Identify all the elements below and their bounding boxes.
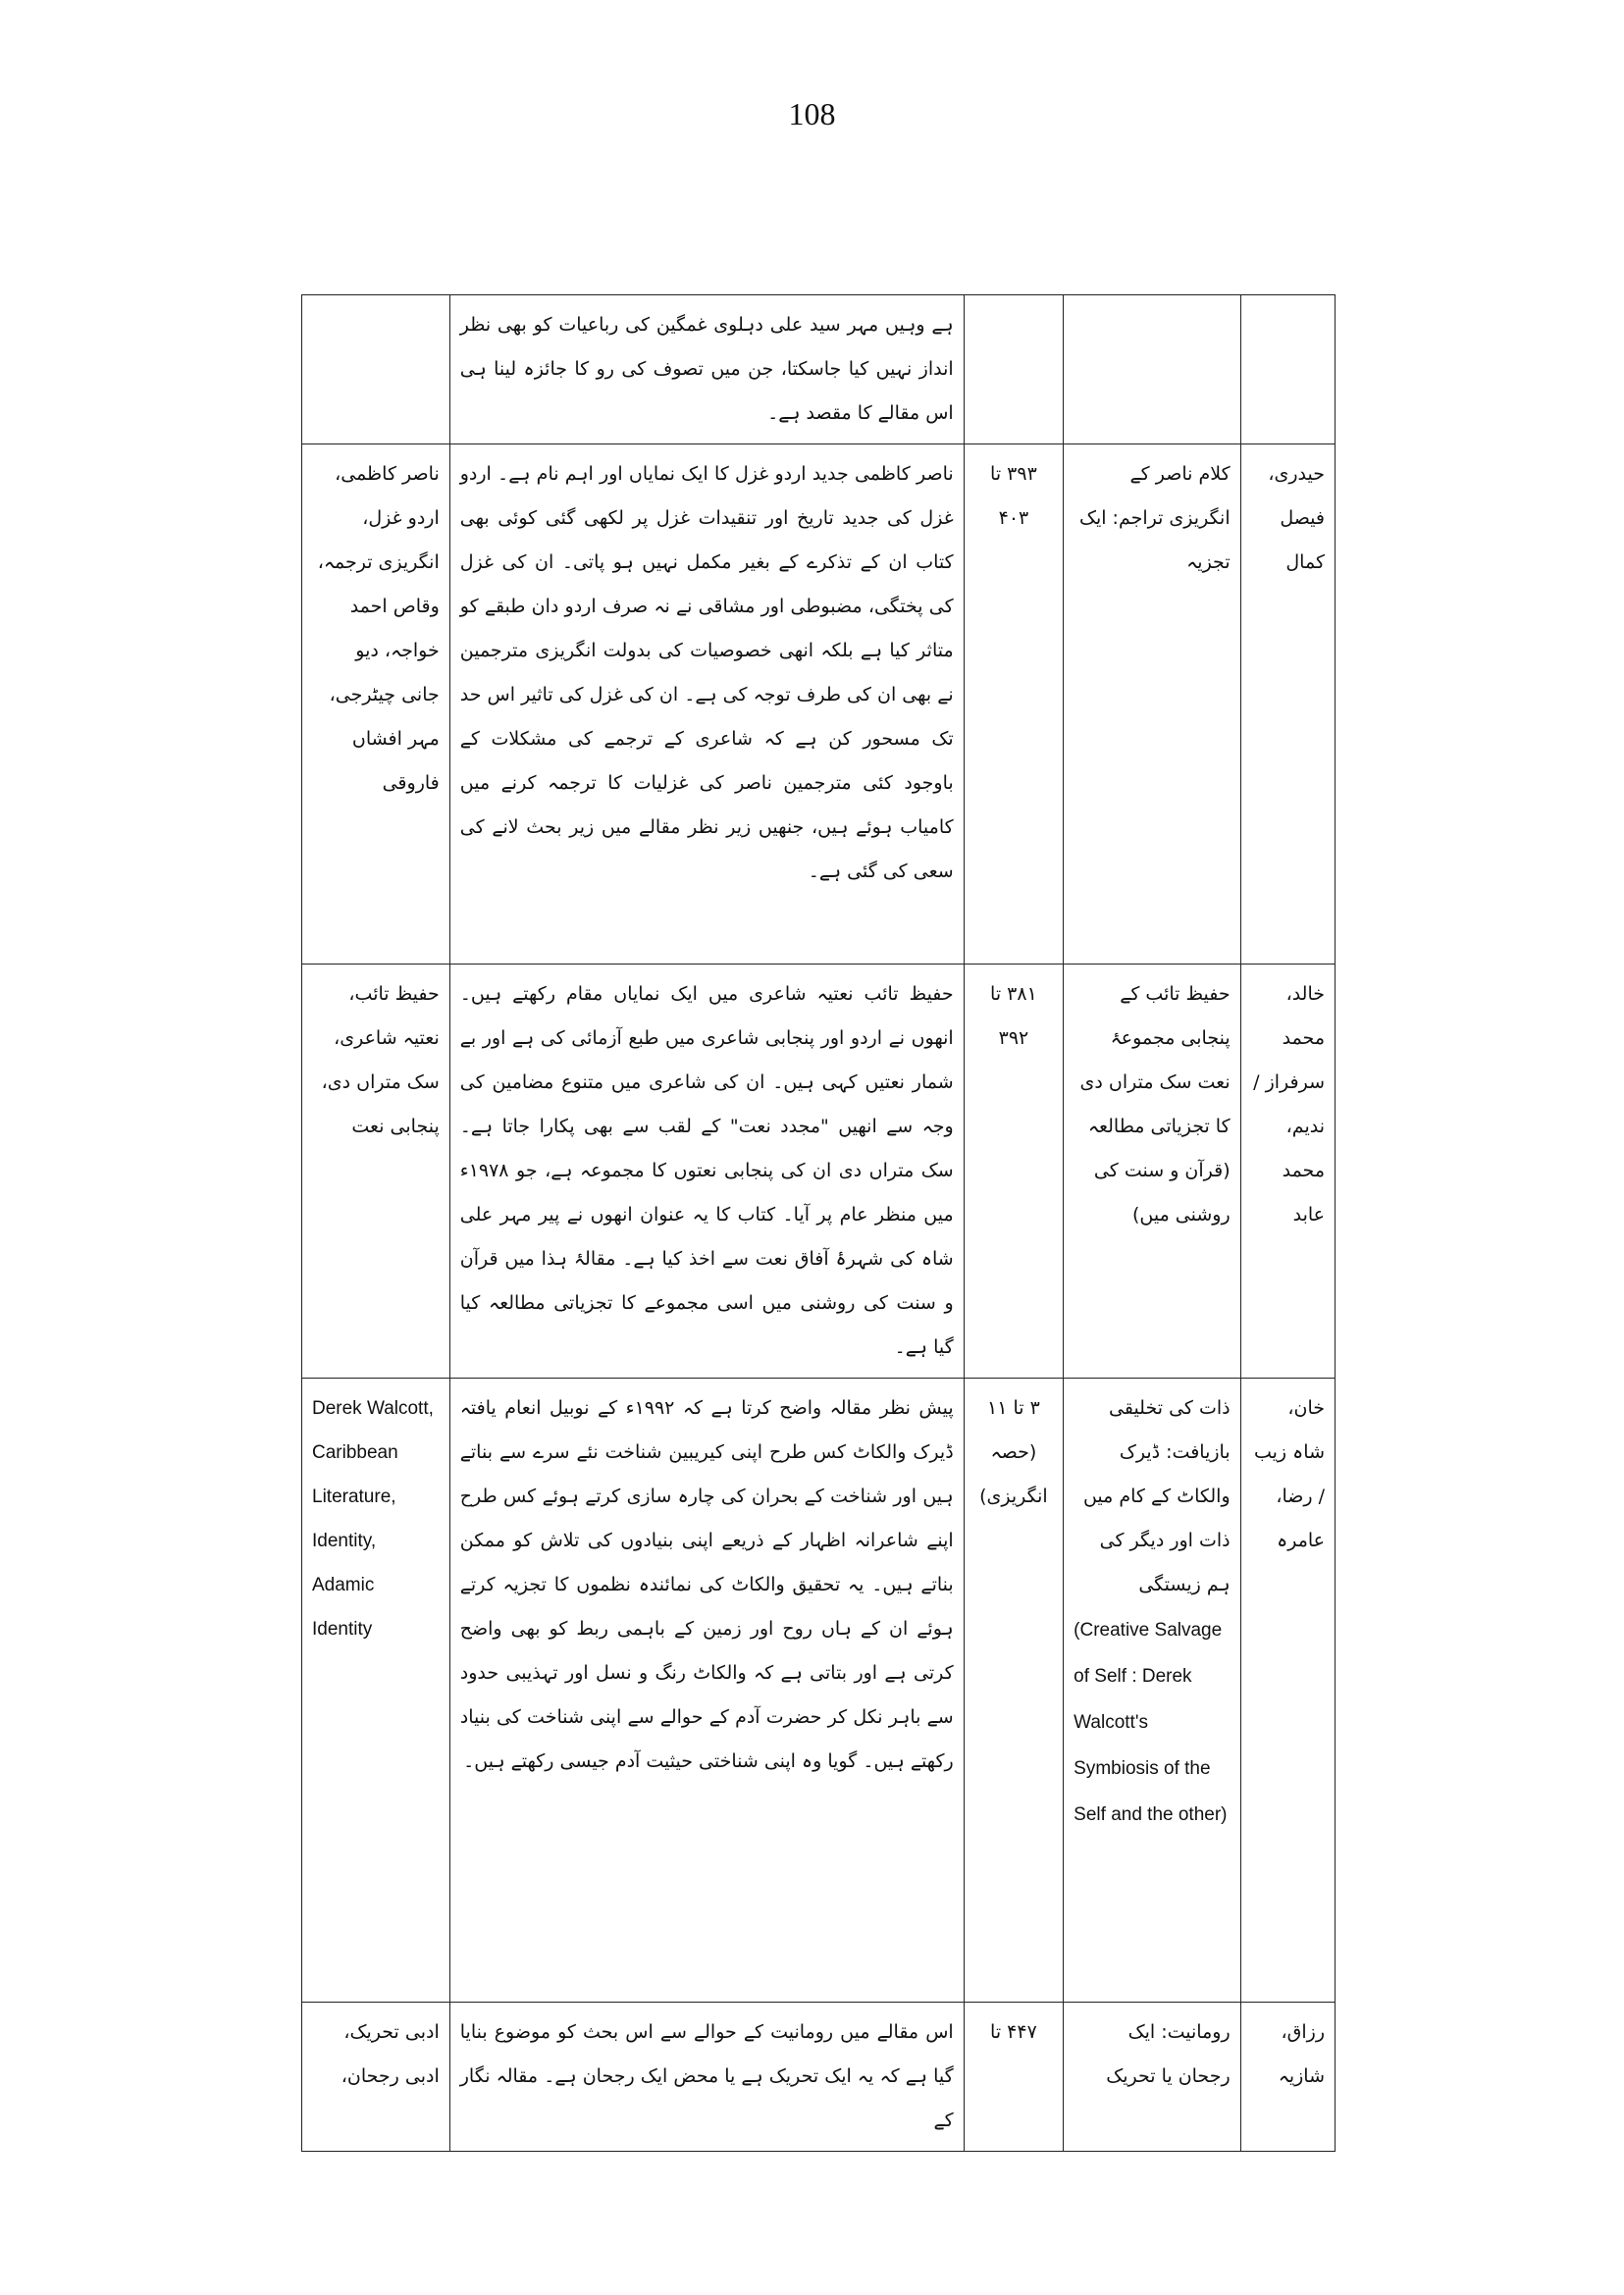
author-cell: [1240, 295, 1335, 444]
bibliography-table: [301, 294, 1336, 2152]
table-row: [302, 1379, 1336, 2003]
abstract-cell: پیش نظر مقالہ واضح کرتا ہے کہ ۱۹۹۲ء کے نوبیل انعام یافتہ ڈیرک والکاٹ کس طرح اپنی کیریبین شناخت نئے سرے سے بناتے ہیں اور شناخت کے بحران کی چارہ سازی کرتے ہوئے کس طرح اپنے شاعرانہ اظہار کے ذریعے اپنی بنیادوں کی تلاش کو ممکن بناتے ہیں۔ یہ تحقیق والکاٹ کی نمائندہ نظموں کا تجزیہ کرتے ہوئے ان کے ہاں روح اور زمین کے باہمی ربط کو بھی واضح کرتی ہے اور بتاتی ہے کہ والکاٹ رنگ و نسل اور تہذیبی حدود سے باہر نکل کر حضرت آدم کے حوالے سے اپنی شناخت کی بنیاد رکھتے ہیں۔ گویا وہ اپنی شناختی حیثیت آدم جیسی رکھتے ہیں۔: [449, 1379, 964, 2003]
abstract-cell: حفیظ تائب نعتیہ شاعری میں ایک نمایاں مقام رکھتے ہیں۔ انھوں نے اردو اور پنجابی شاعری میں طبع آزمائی کی ہے اور بے شمار نعتیں کہی ہیں۔ ان کی شاعری میں متنوع مضامین کی وجہ سے انھیں "مجدد نعت" کے لقب سے بھی پکارا جاتا ہے۔ سک متراں دی ان کی پنجابی نعتوں کا مجموعہ ہے، جو ۱۹۷۸ء میں منظر عام پر آیا۔ کتاب کا یہ عنوان انھوں نے پیر مہر علی شاہ کی شہرۂ آفاق نعت سے اخذ کیا ہے۔ مقالۂ ہذا میں قرآن و سنت کی روشنی میں اسی مجموعے کا تجزیاتی مطالعہ کیا گیا ہے۔: [449, 965, 964, 1379]
keywords-cell: ادبی تحریک، ادبی رجحان،: [302, 2003, 450, 2152]
title-urdu: ذات کی تخلیقی بازیافت: ڈیرک والکاٹ کے کام میں ذات اور دیگر کی ہم زیستگی: [1082, 1397, 1231, 1595]
title-english: (Creative Salvage of Self : Derek Walcott's Symbiosis of the Self and the other): [1074, 1620, 1228, 1825]
title-cell: رومانیت: ایک رجحان یا تحریک: [1064, 2003, 1240, 2152]
title-cell: [1064, 1379, 1240, 2003]
pages-cell: ۳۹۳ تا ۴۰۳: [964, 444, 1064, 965]
author-cell: حیدری، فیصل کمال: [1240, 444, 1335, 965]
page-number: 108: [788, 96, 836, 131]
author-cell: رزاق، شازیہ: [1240, 2003, 1335, 2152]
author-cell: خان، شاہ زیب / رضا، عامرہ: [1240, 1379, 1335, 2003]
pages-cell: ۴۴۷ تا: [964, 2003, 1064, 2152]
title-cell: کلام ناصر کے انگریزی تراجم: ایک تجزیہ: [1064, 444, 1240, 965]
pages-cell: [964, 295, 1064, 444]
abstract-cell: اس مقالے میں رومانیت کے حوالے سے اس بحث کو موضوع بنایا گیا ہے کہ یہ ایک تحریک ہے یا محض ایک رجحان ہے۔ مقالہ نگار کے: [449, 2003, 964, 2152]
keywords-cell: ناصر کاظمی، اردو غزل، انگریزی ترجمہ، وقاص احمد خواجہ، دیو جانی چیٹرجی، مہر افشاں فاروقی: [302, 444, 450, 965]
title-cell: حفیظ تائب کے پنجابی مجموعۂ نعت سک متراں دی کا تجزیاتی مطالعہ (قرآن و سنت کی روشنی میں): [1064, 965, 1240, 1379]
keywords-cell: حفیظ تائب، نعتیہ شاعری، سک متراں دی، پنجابی نعت: [302, 965, 450, 1379]
keywords-cell: [302, 295, 450, 444]
abstract-cell: ناصر کاظمی جدید اردو غزل کا ایک نمایاں اور اہم نام ہے۔ اردو غزل کی جدید تاریخ اور تنقیدات غزل پر لکھی گئی کوئی بھی کتاب ان کے تذکرے کے بغیر مکمل نہیں ہو پاتی۔ ان کی غزل کی پختگی، مضبوطی اور مشاقی نے نہ صرف اردو دان طبقے کو متاثر کیا ہے بلکہ انھی خصوصیات کی بدولت انگریزی مترجمین نے بھی ان کی طرف توجہ کی ہے۔ ان کی غزل کی تاثیر اس حد تک مسحور کن ہے کہ شاعری کے ترجمے کی مشکلات کے باوجود کئی مترجمین ناصر کی غزلیات کا ترجمہ کرنے میں کامیاب ہوئے ہیں، جنھیں زیر نظر مقالے میں زیر بحث لانے کی سعی کی گئی ہے۔: [449, 444, 964, 965]
abstract-cell: ہے وہیں مہر سید علی دہلوی غمگین کی رباعیات کو بھی نظر انداز نہیں کیا جاسکتا، جن میں تصوف کی رو کا جائزہ لینا ہی اس مقالے کا مقصد ہے۔: [449, 295, 964, 444]
table-row: [302, 295, 1336, 444]
pages-cell: ۳۸۱ تا ۳۹۲: [964, 965, 1064, 1379]
pages-cell: ۳ تا ۱۱ (حصہ انگریزی): [964, 1379, 1064, 2003]
keywords-cell: Derek Walcott, Caribbean Literature, Identity, Adamic Identity: [302, 1379, 450, 2003]
author-cell: خالد، محمد سرفراز / ندیم، محمد عابد: [1240, 965, 1335, 1379]
table-row: [302, 444, 1336, 965]
table-row: [302, 965, 1336, 1379]
title-cell: [1064, 295, 1240, 444]
table-row: [302, 2003, 1336, 2152]
